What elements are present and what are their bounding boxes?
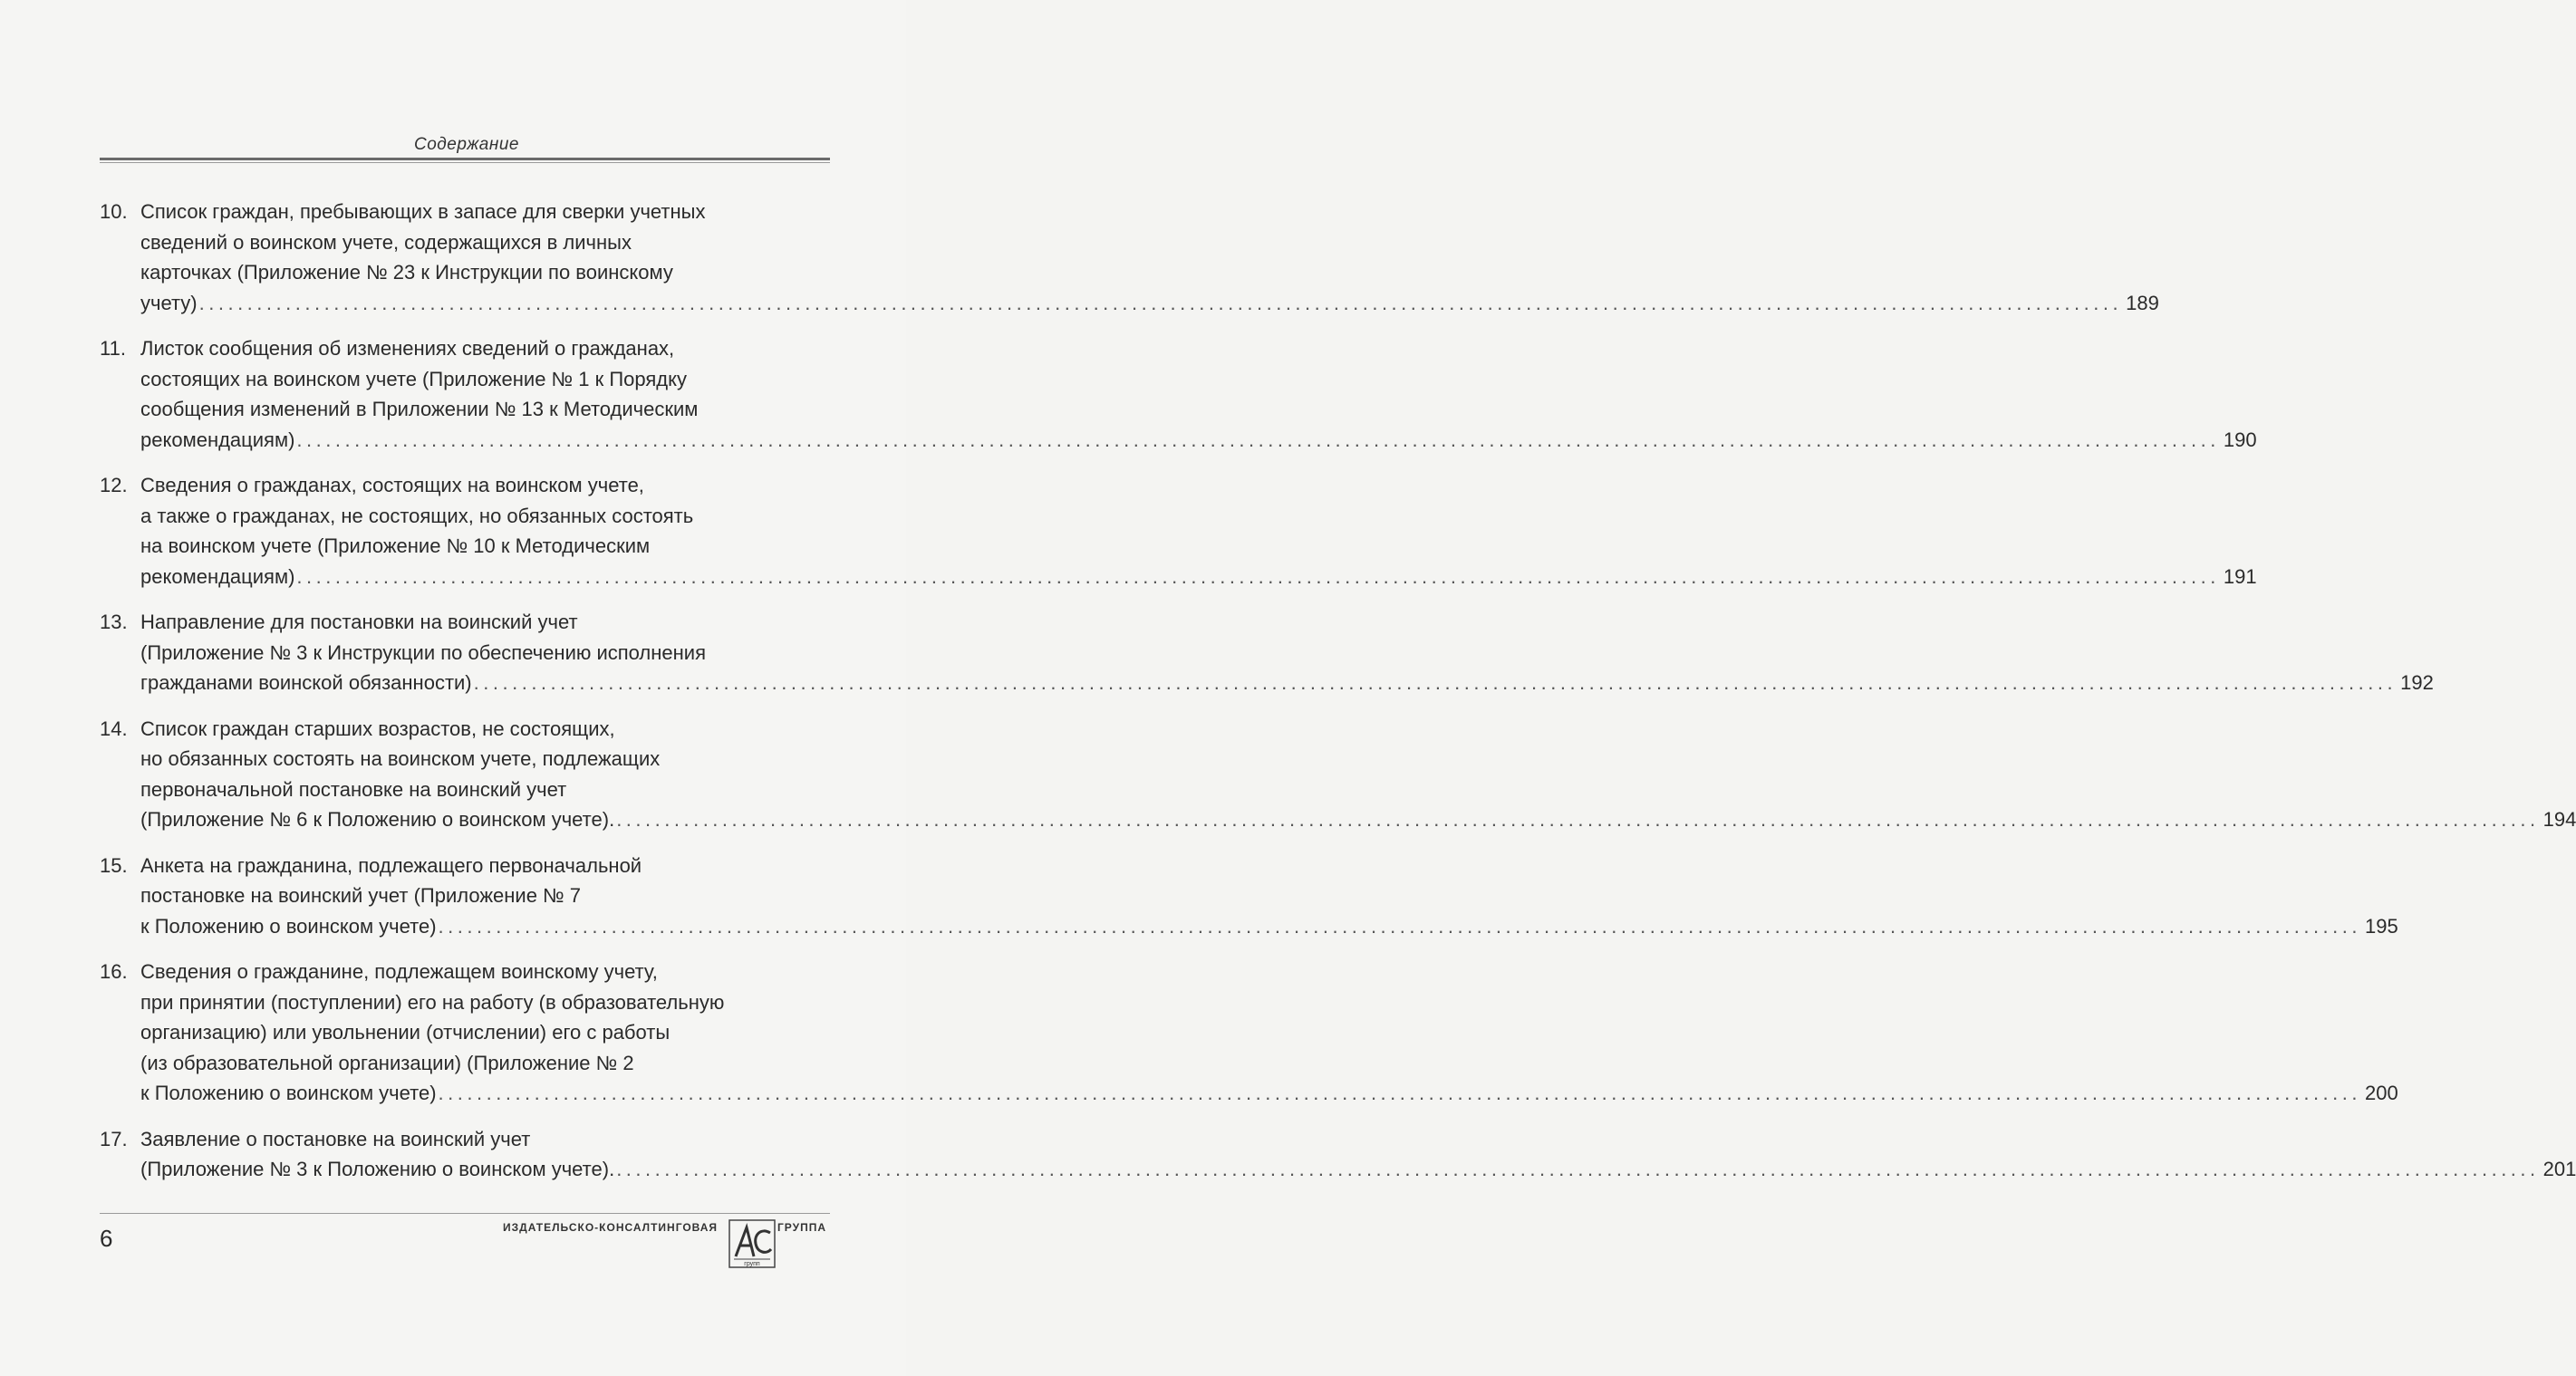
toc-entry-last-line (140, 1078, 2398, 1109)
toc-page-number: 189 (2126, 291, 2159, 314)
toc-entry-body (140, 197, 2159, 318)
toc-entry-line: к Положению о воинском учете) (140, 1082, 437, 1104)
toc-entry-line: сообщения изменений в Приложении № 13 к Методическим (140, 398, 699, 420)
toc-page-number: 200 (2365, 1082, 2398, 1104)
toc-entry[interactable] (100, 470, 2257, 592)
toc-entry-number: 15. (100, 853, 128, 877)
toc-entry-body (140, 470, 2257, 592)
toc-entry-line: на воинском учете (Приложение № 10 к Методическим (140, 534, 651, 557)
toc-entry-line: (Приложение № 6 к Положению о воинском учете). (140, 808, 615, 831)
publisher-name: ИЗДАТЕЛЬСКО-КОНСАЛТИНГОВАЯ (503, 1221, 719, 1234)
toc-entry-last-line (140, 562, 2257, 592)
toc-entry-line: Заявление о постановке на воинский учет (140, 1127, 531, 1150)
toc-entry-line: сведений о воинском учете, содержащихся в личных (140, 230, 632, 254)
publisher-logo-icon (728, 1217, 776, 1269)
toc-entry-line: Список граждан, пребывающих в запасе для сверки учетных (140, 200, 706, 223)
toc-entry-line: Листок сообщения об изменениях сведений о гражданах, (140, 337, 675, 360)
toc-entry-last-line (140, 288, 2159, 319)
toc-entry-line: рекомендациям) (140, 428, 295, 451)
toc-entry-body (140, 714, 2576, 835)
toc-entry-number: 17. (100, 1127, 128, 1150)
toc-entry-last-line (140, 911, 2398, 942)
toc-entry-line: при принятии (поступлении) его на работу (в образовательную (140, 990, 725, 1014)
toc-entry-line: Сведения о гражданах, состоящих на воинском учете, (140, 474, 644, 496)
toc-entry[interactable] (100, 333, 2257, 455)
toc-entry[interactable] (100, 607, 2434, 698)
toc-entry-body (140, 957, 2398, 1109)
toc-entry[interactable] (100, 714, 2576, 835)
footer-rule (100, 1213, 830, 1214)
running-header-title: Содержание (414, 135, 519, 154)
toc-entry-line: Направление для постановки на воинский учет (140, 611, 578, 633)
toc-entry-body (140, 333, 2257, 455)
toc-entry[interactable] (100, 197, 2159, 318)
toc-entry-line: Сведения о гражданине, подлежащем воинскому учету, (140, 960, 658, 983)
toc-entry-last-line (140, 425, 2257, 456)
toc-page-number: 201 (2542, 1158, 2576, 1180)
toc-entry-body (140, 607, 2434, 698)
toc-page-number: 195 (2365, 914, 2398, 938)
toc-entry-line: гражданами воинской обязанности) (140, 671, 472, 694)
toc-entry-line: карточках (Приложение № 23 к Инструкции по воинскому (140, 261, 673, 284)
header-rule (100, 158, 830, 160)
dot-leader: ........................................................................................................................................................................................................ (438, 1082, 2362, 1104)
toc-entry-line: первоначальной постановке на воинский учет (140, 777, 567, 801)
table-of-contents (100, 197, 2576, 1200)
toc-entry-last-line (140, 668, 2434, 698)
toc-entry-last-line (140, 1154, 2576, 1185)
dot-leader: ........................................................................................................................................................................................................ (616, 1158, 2540, 1180)
toc-entry-line: Анкета на гражданина, подлежащего первоначальной (140, 853, 642, 877)
toc-entry-line: к Положению о воинском учете) (140, 914, 437, 938)
toc-entry-line: а также о гражданах, не состоящих, но обязанных состоять (140, 504, 694, 527)
header-rule-thin (100, 162, 830, 163)
toc-page-number: 192 (2400, 671, 2434, 694)
toc-entry-line: рекомендациям) (140, 564, 295, 588)
toc-entry-number: 16. (100, 960, 128, 983)
toc-entry-line: учету) (140, 291, 198, 314)
page-number: 6 (100, 1225, 113, 1252)
toc-entry-number: 10. (100, 200, 128, 223)
toc-entry-line: состоящих на воинском учете (Приложение № 1 к Порядку (140, 367, 687, 390)
dot-leader: ........................................................................................................................................................................................................ (296, 564, 2220, 588)
toc-page-number: 190 (2223, 428, 2257, 451)
toc-entry[interactable] (100, 851, 2398, 942)
toc-entry-line: (Приложение № 3 к Положению о воинском учете). (140, 1158, 615, 1180)
toc-entry-line: но обязанных состоять на воинском учете, подлежащих (140, 747, 661, 770)
toc-entry-line: постановке на воинский учет (Приложение № 7 (140, 884, 582, 907)
dot-leader: ........................................................................................................................................................................................................ (473, 671, 2398, 694)
toc-entry[interactable] (100, 957, 2398, 1109)
toc-entry-line: Список граждан старших возрастов, не состоящих, (140, 717, 615, 740)
toc-entry-line: (из образовательной организации) (Приложение № 2 (140, 1051, 634, 1074)
toc-entry-line: (Приложение № 3 к Инструкции по обеспечению исполнения (140, 640, 706, 664)
toc-page-number: 191 (2223, 564, 2257, 588)
toc-entry[interactable] (100, 1124, 2576, 1185)
publisher-logo-label: групп (744, 1261, 760, 1267)
toc-entry-body (140, 1124, 2576, 1185)
dot-leader: ........................................................................................................................................................................................................ (296, 428, 2220, 451)
toc-entry-body (140, 851, 2398, 942)
toc-page-number: 194 (2542, 808, 2576, 831)
publisher-group: ГРУППА (777, 1221, 827, 1234)
dot-leader: ........................................................................................................................................................................................................ (198, 291, 2123, 314)
toc-entry-number: 12. (100, 474, 128, 496)
dot-leader: ........................................................................................................................................................................................................ (438, 914, 2362, 938)
toc-entry-line: организацию) или увольнении (отчислении) его с работы (140, 1021, 671, 1044)
toc-entry-number: 13. (100, 611, 128, 633)
toc-entry-last-line (140, 804, 2576, 835)
dot-leader: ........................................................................................................................................................................................................ (616, 808, 2540, 831)
toc-entry-number: 14. (100, 717, 128, 740)
toc-entry-number: 11. (100, 337, 126, 360)
